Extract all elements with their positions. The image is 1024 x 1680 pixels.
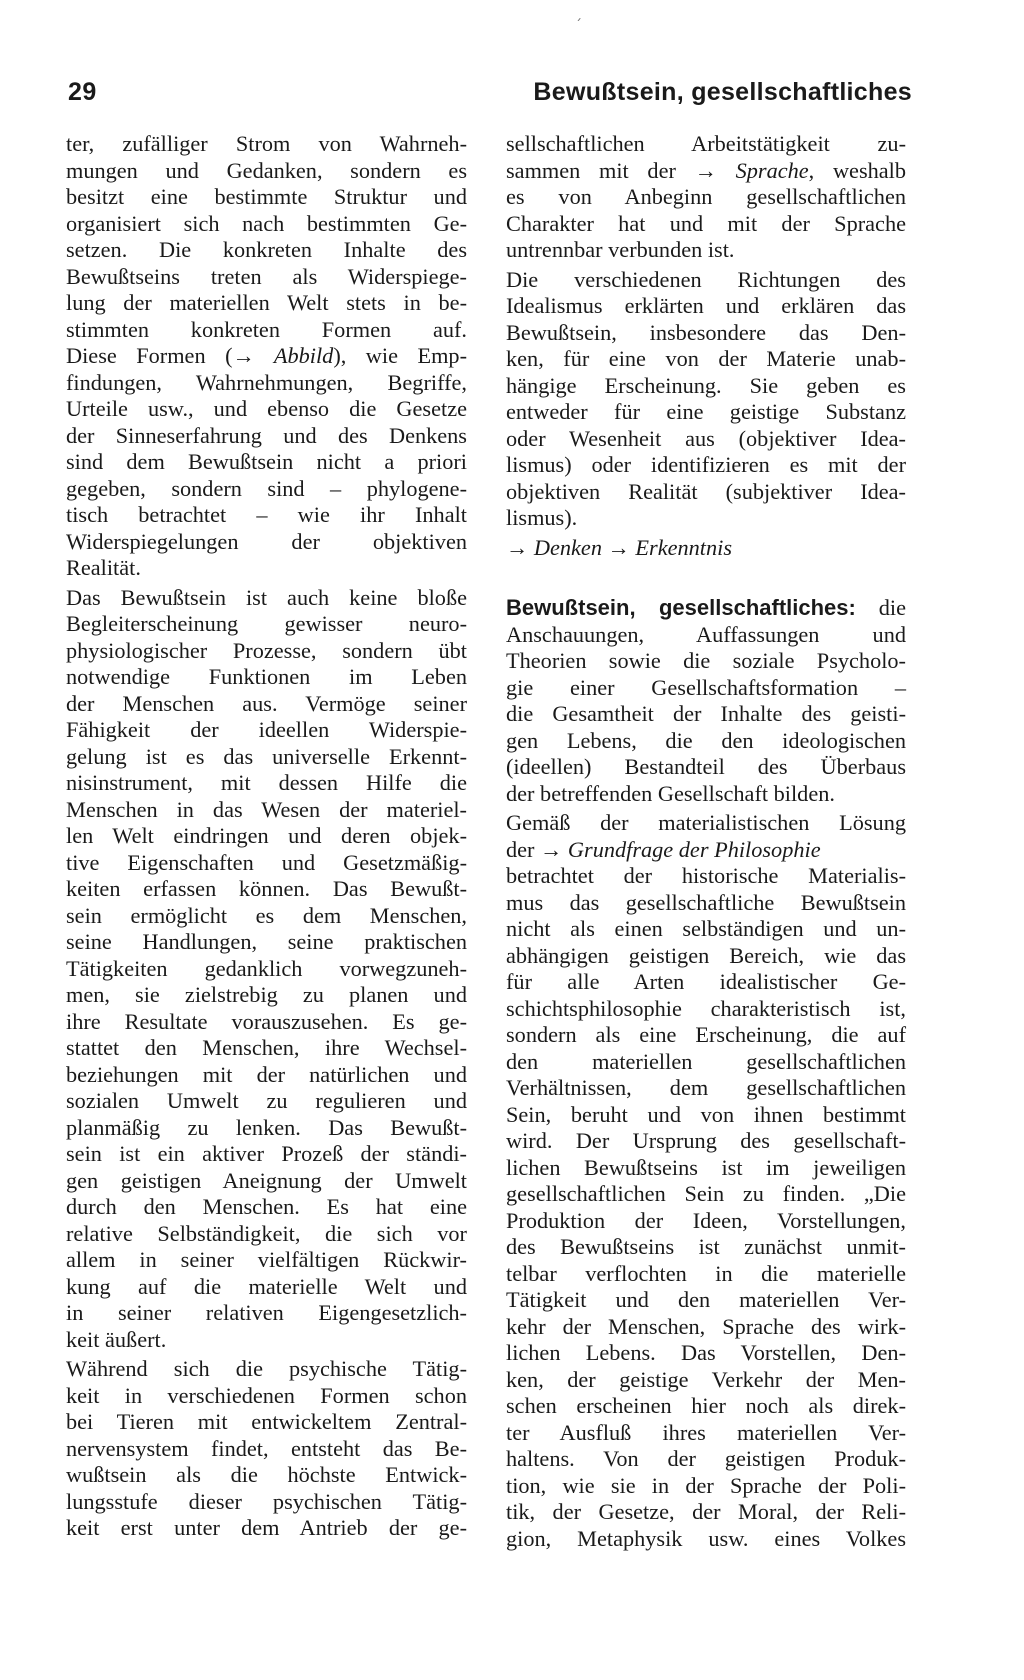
text-line: gelung ist es das universelle Erkennt- (66, 743, 467, 769)
paragraph (66, 131, 467, 582)
arrow-right-icon: → (694, 157, 717, 183)
text-line: Produktion der Ideen, Vorstellungen, (506, 1207, 906, 1233)
text-line: stattet den Menschen, ihre Wechsel- (66, 1035, 467, 1060)
text-line: Realität. (66, 555, 141, 580)
cross-reference[interactable]: Sprache (716, 157, 809, 183)
line-text: ), wie Emp- (333, 343, 467, 368)
text-line: sein ist ein aktiver Prozeß der ständi- (66, 1141, 467, 1166)
text-line: entweder für eine geistige Substanz (506, 399, 906, 424)
entry-first-line-rest: die (855, 595, 906, 620)
text-line: mus das gesellschaftliche Bewußtsein (506, 889, 906, 915)
text-line: lismus) oder identifizieren es mit der (506, 452, 906, 477)
text-line: kehr der Menschen, Sprache des wirk- (506, 1313, 906, 1339)
text-line: lichen Lebens. Das Vorstellen, Den- (506, 1340, 906, 1365)
text-line: tisch betrachtet – wie ihr Inhalt (66, 502, 467, 527)
text-line (506, 837, 906, 864)
text-line: Anschauungen, Auffassungen und (506, 621, 906, 647)
text-line: ken, der geistige Verkehr der Men- (506, 1366, 906, 1392)
text-line: nervensystem findet, entsteht das Be- (66, 1435, 467, 1461)
paragraph-arbeit-sprache (506, 131, 906, 264)
text-line: bei Tieren mit entwickeltem Zentral- (66, 1409, 467, 1434)
text-line: Tätigkeit und den materiellen Ver- (506, 1287, 906, 1312)
line-text: , weshalb (808, 157, 907, 183)
text-line: allem in seiner vielfältigen Rückwir- (66, 1247, 467, 1272)
text-line: stimmten konkreten Formen auf. (66, 316, 467, 342)
cross-reference[interactable]: Abbild (254, 343, 334, 368)
left-column (66, 131, 467, 1542)
text-line: Menschen in das Wesen der materiel- (66, 796, 467, 822)
text-line: betrachtet der historische Materialis- (506, 863, 906, 888)
text-line: der Sinneserfahrung und des Denkens (66, 422, 467, 448)
text-line: haltens. Von der geistigen Produk- (506, 1446, 906, 1471)
text-line (506, 158, 906, 185)
text-line: sondern als eine Erscheinung, die auf (506, 1022, 906, 1047)
entry-keyword: Bewußtsein, gesellschaftliches: (506, 595, 856, 620)
scan-artifact: ˊ (575, 18, 582, 34)
paragraph-materialismus (506, 810, 906, 1552)
text-line: hängige Erscheinung. Sie geben es (506, 372, 906, 398)
running-title: Bewußtsein, gesellschaftliches (533, 78, 912, 106)
text-line: Widerspiegelungen der objektiven (66, 528, 467, 554)
text-line: nisinstrument, mit dessen Hilfe die (66, 770, 467, 795)
text-line: relative Selbständigkeit, die sich vor (66, 1220, 467, 1246)
text-line: Theorien sowie die soziale Psycholo- (506, 648, 906, 673)
arrow-right-icon: → (540, 836, 563, 862)
text-line: men, sie zielstrebig zu planen und (66, 982, 467, 1007)
text-line: Urteile usw., und ebenso die Gesetze (66, 396, 467, 421)
text-line: oder Wesenheit aus (objektiver Idea- (506, 425, 906, 451)
text-line: keiten erfassen können. Das Bewußt- (66, 876, 467, 901)
text-line: Das Bewußtsein ist auch keine bloße (66, 584, 467, 610)
text-line: Idealismus erklärten und erklären das (506, 293, 906, 318)
text-line: ihre Resultate vorauszusehen. Es ge- (66, 1008, 467, 1034)
arrow-right-icon: → (607, 534, 630, 560)
text-line: wird. Der Ursprung des gesellschaft- (506, 1128, 906, 1153)
text-line: sind dem Bewußtsein nicht a priori (66, 449, 467, 474)
text-line: keit äußert. (66, 1326, 167, 1352)
text-line: beziehungen mit der natürlichen und (66, 1061, 467, 1087)
text-line: in seiner relativen Eigengesetzlich- (66, 1300, 467, 1325)
arrow-right-icon: → (506, 534, 529, 560)
text-line: untrennbar verbunden ist. (506, 237, 735, 262)
text-line: (ideellen) Bestandteil des Überbaus (506, 754, 906, 779)
text-line: Sein, beruht und von ihnen bestimmt (506, 1101, 906, 1127)
text-line: findungen, Wahrnehmungen, Begriffe, (66, 369, 467, 395)
text-line: keit in verschiedenen Formen schon (66, 1382, 467, 1408)
page-number: 29 (68, 78, 97, 106)
text-line: len Welt eindringen und deren objek- (66, 823, 467, 848)
text-line: Tätigkeiten gedanklich vorwegzuneh- (66, 955, 467, 981)
text-line: gen Lebens, die den ideologischen (506, 727, 906, 753)
arrow-right-icon: → (232, 343, 255, 368)
text-line: es von Anbeginn gesellschaftlichen (506, 184, 906, 209)
text-line: lismus). (506, 505, 578, 530)
text-line: seine Handlungen, seine praktischen (66, 929, 467, 954)
text-line: planmäßig zu lenken. Das Bewußt- (66, 1114, 467, 1140)
text-line: sein ermöglicht es dem Menschen, (66, 902, 467, 928)
text-line: objektiven Realität (subjektiver Idea- (506, 478, 906, 504)
text-line: gion, Metaphysik usw. eines Volkes (506, 1525, 906, 1551)
text-line: gie einer Gesellschaftsformation – (506, 674, 906, 700)
line-text: Diese Formen ( (66, 343, 233, 368)
text-line: Die verschiedenen Richtungen des (506, 266, 906, 292)
text-line: schichtsphilosophie charakteristisch ist, (506, 995, 906, 1021)
text-line: ken, für eine von der Materie unab- (506, 346, 906, 371)
text-line: sozialen Umwelt zu regulieren und (66, 1088, 467, 1113)
text-line: tion, wie sie in der Sprache der Poli- (506, 1472, 906, 1498)
crossref-denken[interactable]: Denken (533, 534, 602, 560)
text-line: telbar verflochten in die materielle (506, 1260, 906, 1286)
text-line: nicht als einen selbständigen und un- (506, 916, 906, 941)
text-line: lung der materiellen Welt stets in be- (66, 290, 467, 315)
text-line: mungen und Gedanken, sondern es (66, 157, 467, 183)
text-line: Fähigkeit der ideellen Widerspie- (66, 717, 467, 742)
text-line: physiologischer Prozesse, sondern übt (66, 637, 467, 663)
entry-heading-line (506, 595, 906, 622)
text-line: setzen. Die konkreten Inhalte des (66, 237, 467, 262)
text-line: besitzt eine bestimmte Struktur und (66, 184, 467, 209)
line-text: sammen mit der (506, 157, 695, 183)
text-line: organisiert sich nach bestimmten Ge- (66, 210, 467, 236)
text-line: schen erscheinen hier noch als direk- (506, 1393, 906, 1418)
text-line: Bewußtsein, insbesondere das Den- (506, 319, 906, 345)
text-line: der betreffenden Gesellschaft bilden. (506, 780, 835, 806)
text-line: wußtsein als die höchste Entwick- (66, 1462, 467, 1487)
text-line: des Bewußtseins ist zunächst unmit- (506, 1234, 906, 1259)
text-line: durch den Menschen. Es hat eine (66, 1194, 467, 1219)
paragraph-idealismus (506, 267, 906, 532)
text-line: abhängigen geistigen Bereich, wie das (506, 942, 906, 968)
text-line: sellschaftlichen Arbeitstätigkeit zu- (506, 131, 906, 156)
text-line: lungsstufe dieser psychischen Tätig- (66, 1488, 467, 1514)
text-line: für alle Arten idealistischer Ge- (506, 969, 906, 994)
paragraph (66, 1356, 467, 1542)
text-line: Begleiterscheinung gewisser neuro- (66, 611, 467, 636)
text-line: gesellschaftlichen Sein zu finden. „Die (506, 1181, 906, 1206)
text-line: lichen Bewußtseins ist im jeweiligen (506, 1154, 906, 1180)
text-line: gen geistigen Aneignung der Umwelt (66, 1167, 467, 1193)
line-text: der (506, 836, 541, 862)
text-line: Gemäß der materialistischen Lösung (506, 810, 906, 835)
cross-reference[interactable]: Grundfrage der Philosophie (562, 836, 821, 862)
text-line: tive Eigenschaften und Gesetzmäßig- (66, 849, 467, 875)
text-line: keit erst unter dem Antrieb der ge- (66, 1515, 467, 1540)
text-line: Während sich die psychische Tätig- (66, 1356, 467, 1381)
text-line: ter, zufälliger Strom von Wahrneh- (66, 131, 467, 156)
crossref-erkenntnis[interactable]: Erkenntnis (635, 534, 733, 560)
text-line: tik, der Gesetze, der Moral, der Reli- (506, 1499, 906, 1524)
text-line: Verhältnissen, dem gesellschaftlichen (506, 1075, 906, 1100)
text-line: den materiellen gesellschaftlichen (506, 1048, 906, 1074)
text-line (66, 343, 467, 370)
text-line: die Gesamtheit der Inhalte des geisti- (506, 701, 906, 726)
text-line: notwendige Funktionen im Leben (66, 664, 467, 689)
text-line: kung auf die materielle Welt und (66, 1273, 467, 1299)
text-line: gegeben, sondern sind – phylogene- (66, 475, 467, 501)
text-line: Charakter hat und mit der Sprache (506, 210, 906, 236)
text-line: der Menschen aus. Vermöge seiner (66, 690, 467, 716)
text-line: Bewußtseins treten als Widerspiege- (66, 263, 467, 289)
text-line: ter Ausfluß ihres materiellen Ver- (506, 1419, 906, 1445)
right-column (506, 131, 906, 1552)
entry-definition (506, 622, 906, 808)
cross-reference-line (506, 535, 906, 562)
paragraph (66, 585, 467, 1354)
